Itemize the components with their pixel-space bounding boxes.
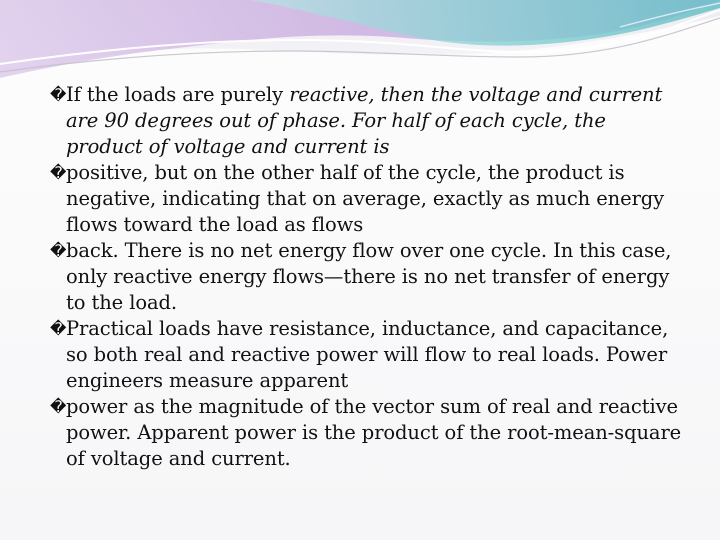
paragraph-5-text: power as the magnitude of the vector sum of real and reactive power. Apparent power is the product of the root-mean-square of voltage and current. <box>66 395 682 470</box>
paragraph-2 <box>18 160 688 238</box>
paragraph-5 <box>18 394 688 472</box>
paragraph-1-normal: If the loads are purely <box>66 83 290 106</box>
bullet-icon: � <box>50 319 67 338</box>
paragraph-4-text: Practical loads have resistance, inductance, and capacitance, so both real and reactive power will flow to real loads. Power engineers measure apparent <box>66 317 669 392</box>
paragraph-1-italic: reactive, then the voltage and current are 90 degrees out of phase. For half of each cycle, the product of voltage and current is <box>66 83 663 158</box>
bullet-icon: � <box>50 85 67 104</box>
bullet-icon: � <box>50 163 67 182</box>
paragraph-2-text: positive, but on the other half of the cycle, the product is negative, indicating that on average, exactly as much energy flows toward the load as flows <box>66 161 665 236</box>
paragraph-4 <box>18 316 688 394</box>
bullet-icon: � <box>50 397 67 416</box>
paragraph-3 <box>18 238 688 316</box>
paragraph-1 <box>18 82 688 160</box>
header-wave-decoration <box>0 0 720 90</box>
paragraph-3-text: back. There is no net energy flow over one cycle. In this case, only reactive energy flows—there is no net transfer of energy to the load. <box>66 239 672 314</box>
bullet-icon: � <box>50 241 67 260</box>
slide-body <box>18 82 688 472</box>
